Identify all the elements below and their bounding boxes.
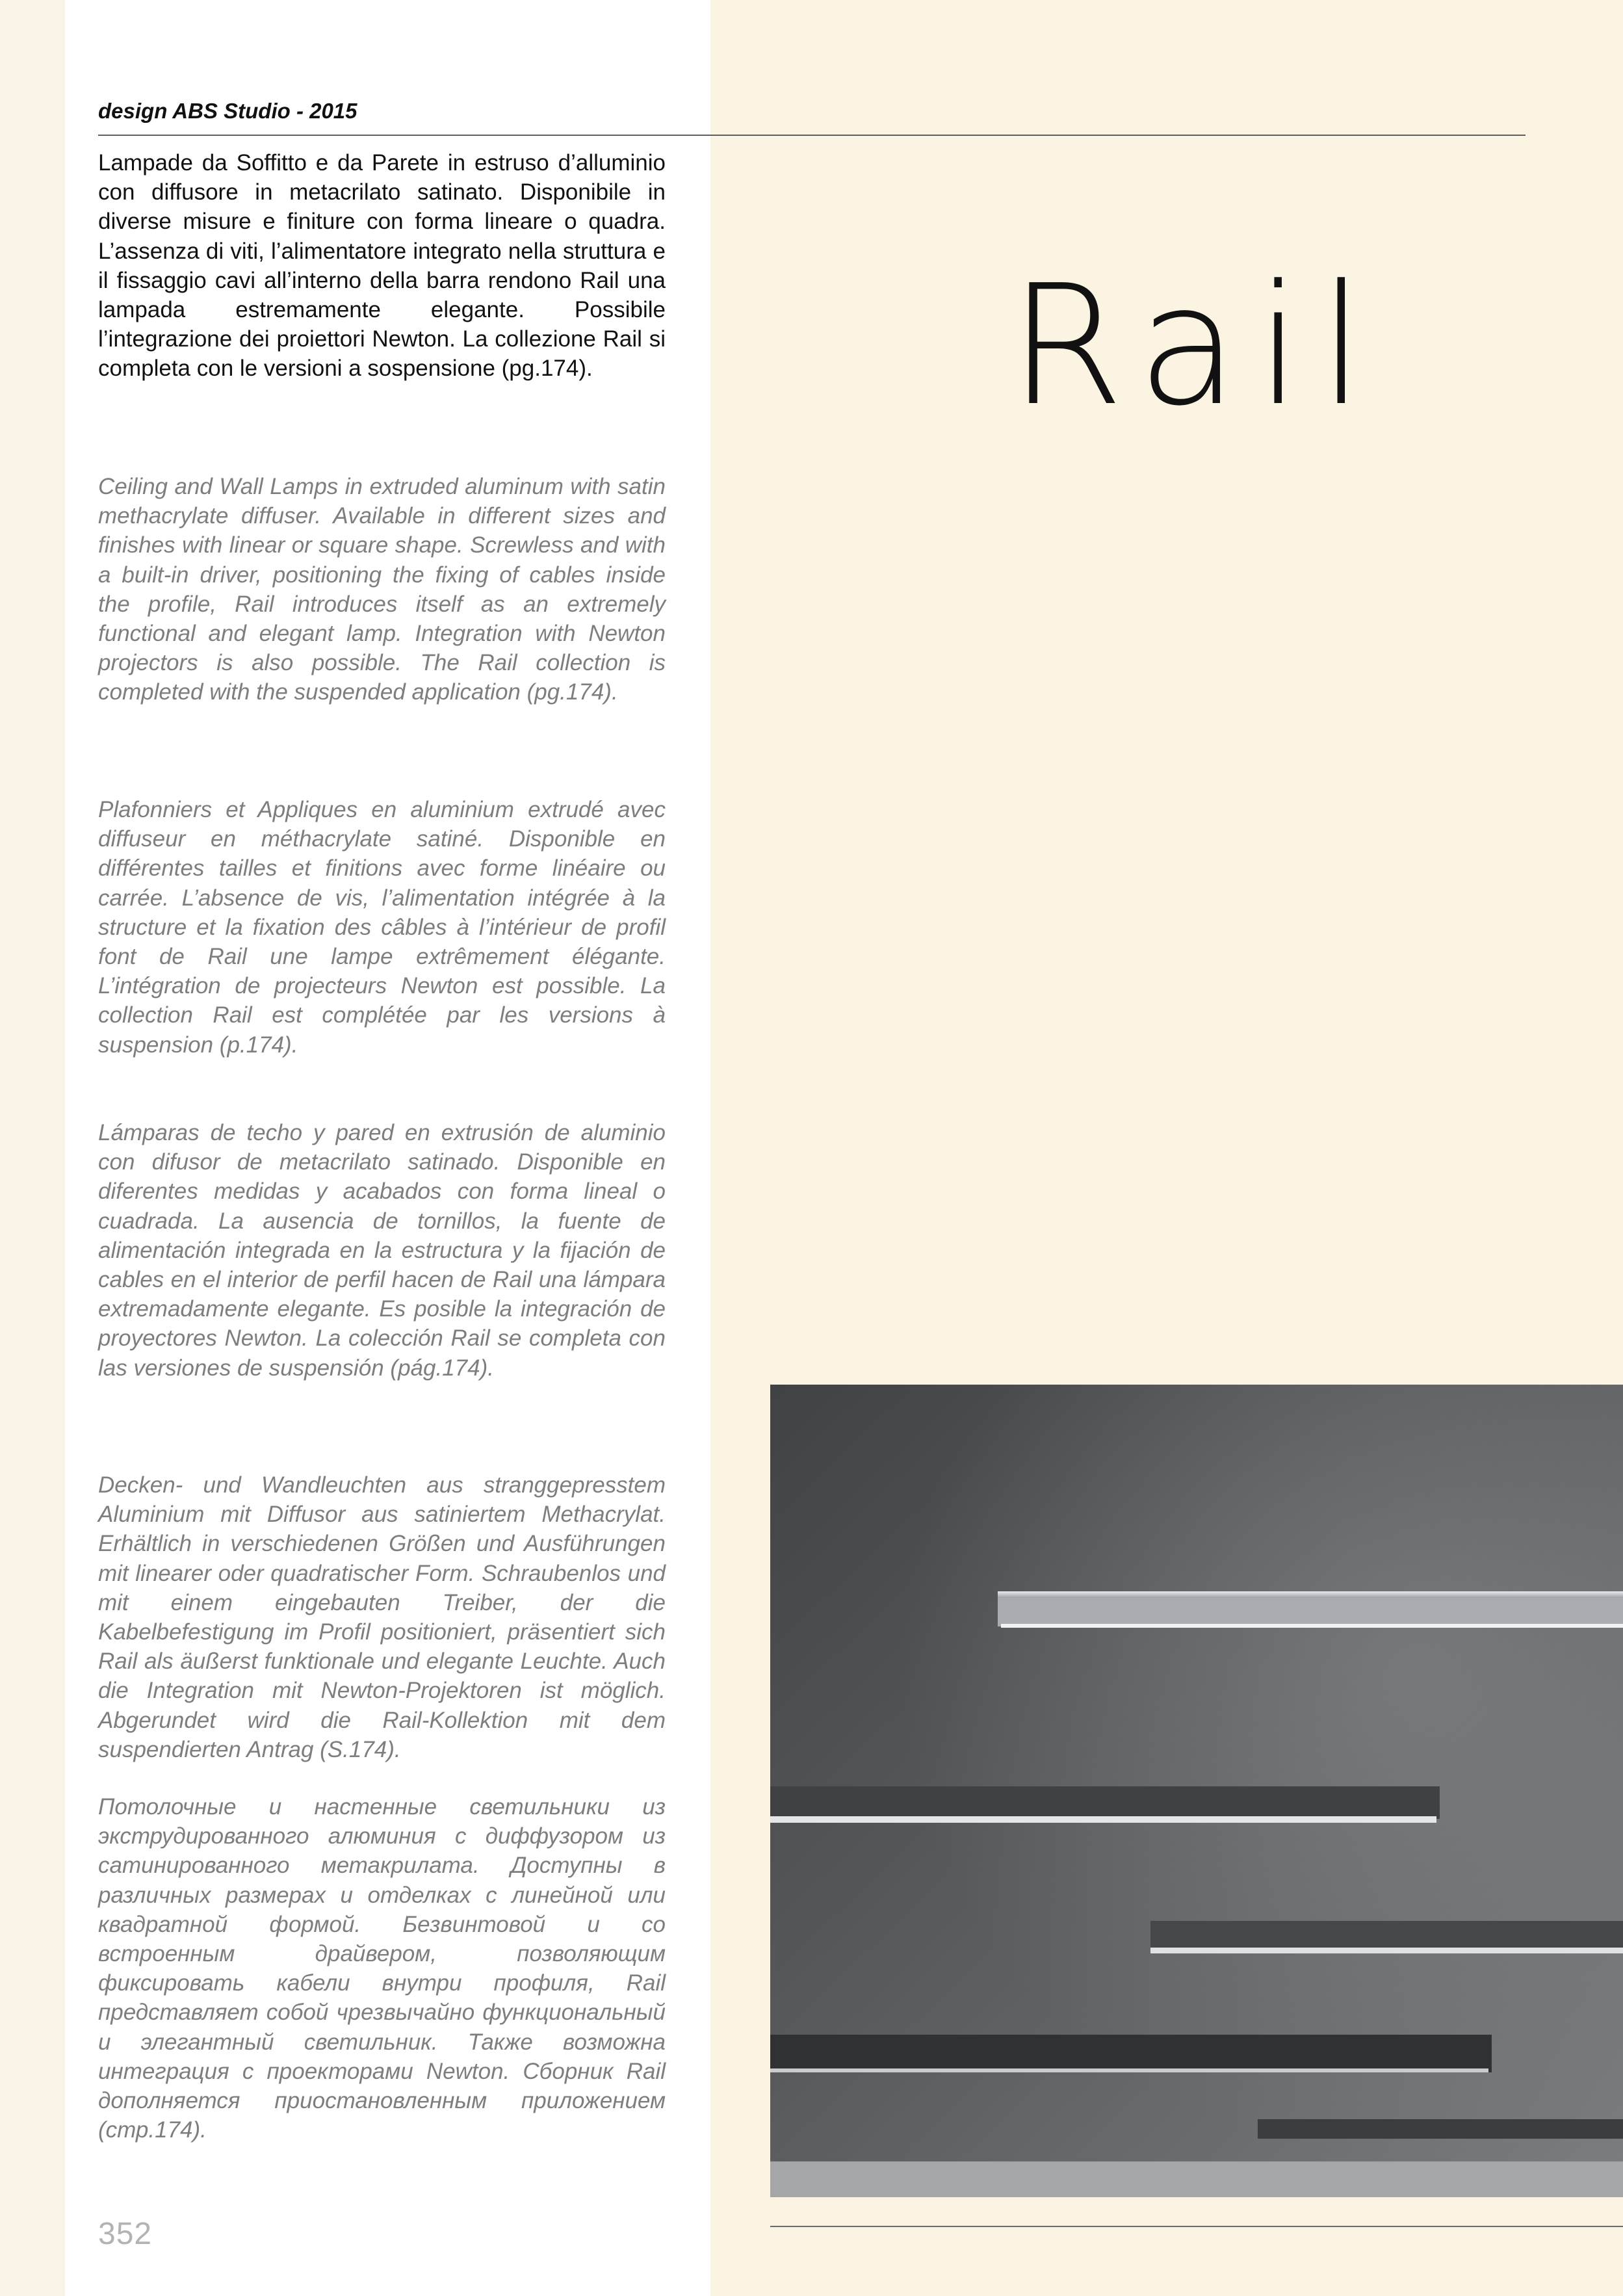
design-credit: design ABS Studio - 2015: [98, 99, 357, 123]
description-italian: Lampade da Soffitto e da Parete in estruso d’alluminio con diffusore in metacrilato satinato. Disponibile in diverse misure e finiture con forma lineare o quadra. L’assenza di viti, l’alimentatore integrato nella struttura e il fissaggio cavi all’interno della barra rendono Rail una lampada estremamente elegante. Possibile l’integrazione dei proiettori Newton. La collezione Rail si completa con le versioni a sospensione (pg.174).: [98, 150, 666, 382]
light-rail-3: [1150, 1921, 1623, 1953]
page-number: 352: [98, 2217, 153, 2251]
product-title: Rail: [1009, 250, 1382, 443]
footer-divider: [770, 2226, 1623, 2227]
description-english: Ceiling and Wall Lamps in extruded aluminum with satin methacrylate diffuser. Available in different sizes and finishes with linear or square shape. Screwless and with a built-in driver, positioning the fixing of cables inside the profile, Rail introduces itself as an extremely functional and elegant lamp. Integration with Newton projectors is also possible. The Rail collection is completed with the suspended application (pg.174).: [98, 474, 666, 705]
description-german: Decken- und Wandleuchten aus stranggepresstem Aluminium mit Diffusor aus satiniertem Methacrylat. Erhältlich in verschiedenen Größen und Ausführungen mit linearer oder quadratischer Form. Schraubenlos und mit einem eingebauten Treiber, der die Kabelbefestigung im Profil positioniert, präsentiert sich Rail als äußerst funktionale und elegante Leuchte. Auch die Integration mit Newton-Projektoren ist möglich. Abgerundet wird die Rail-Kollektion mit dem suspendierten Antrag (S.174).: [98, 1472, 666, 1762]
light-rail-2: [770, 1786, 1440, 1823]
description-russian: Потолочные и настенные светильники из экструдированного алюминия с диффузором из сатинированного метакрилата. Доступны в различных размерах и отделках с линейной или квадратной формой. Безвинтовой и со встроенным драйвером, позволяющим фиксировать кабели внутри профиля, Rail представляет собой чрезвычайно функциональный и элегантный светильник. Также возможна интеграция с проекторами Newton. Сборник Rail дополняется приостановленным приложением (стр.174).: [98, 1794, 666, 2143]
product-photo: [770, 1385, 1623, 2197]
description-french: Plafonniers et Appliques en aluminium extrudé avec diffuseur en méthacrylate satiné. Disponible en différentes tailles et finitions avec forme linéaire ou carrée. L’absence de vis, l’alimentation intégrée à la structure et la fixation des câbles à l’intérieur de profil font de Rail une lampe extrêmement élégante. L’intégration de projecteurs Newton est possible. La collection Rail est complétée par les versions à suspension (p.174).: [98, 797, 666, 1058]
left-margin-strip: [0, 0, 65, 2296]
header-divider: [98, 135, 1526, 136]
light-rail-1: [998, 1591, 1623, 1628]
light-rail-5: [1258, 2119, 1623, 2139]
floor-band: [770, 2161, 1623, 2197]
light-rail-4: [770, 2035, 1492, 2072]
description-spanish: Lámparas de techo y pared en extrusión de aluminio con difusor de metacrilato satinado. Disponible en diferentes medidas y acabados con forma lineal o cuadrada. La ausencia de tornillos, la fuente de alimentación integrada en la estructura y la fijación de cables en el interior de perfil hacen de Rail una lámpara extremadamente elegante. Es posible la integración de proyectores Newton. La colección Rail se completa con las versiones de suspensión (pág.174).: [98, 1120, 666, 1381]
